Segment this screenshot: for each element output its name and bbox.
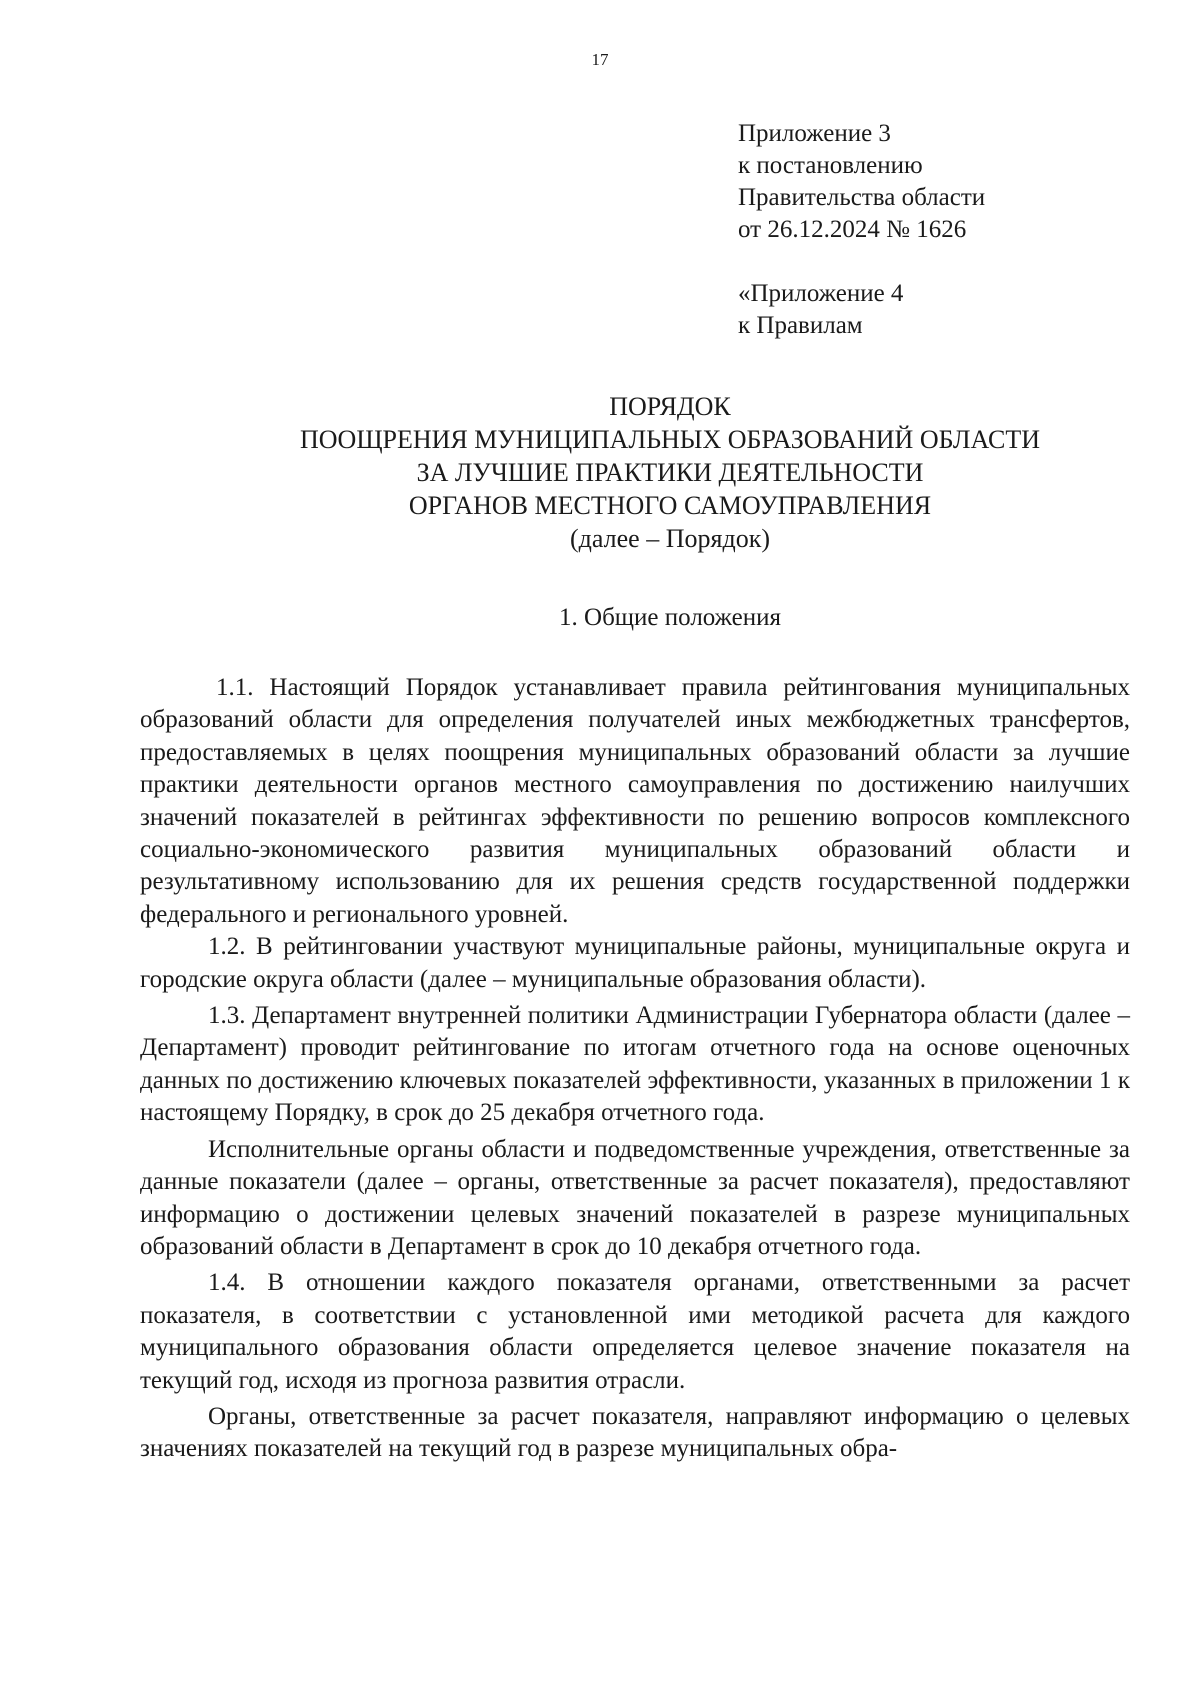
paragraph-1-2: 1.2. В рейтинговании участвуют муниципальные районы, муниципальные округа и городские округа области (далее – муниципальные образования области). xyxy=(140,933,1130,993)
appendix-line: Приложение 3 xyxy=(738,120,891,147)
appendix-line: «Приложение 4 xyxy=(738,280,904,307)
appendix-line: Правительства области xyxy=(738,184,986,211)
section-body xyxy=(140,672,1130,1466)
appendix-4-reference xyxy=(738,278,903,342)
title-line: ПОРЯДОК xyxy=(609,392,731,421)
section-heading: 1. Общие положения xyxy=(559,604,781,631)
appendix-3-reference xyxy=(738,118,985,246)
appendix-line: к постановлению xyxy=(738,152,923,179)
paragraph-1-3: 1.3. Департамент внутренней политики Администрации Губернатора области (далее – Департамент) проводит рейтингование по итогам отчетного года на основе оценочных данных по достижению ключевых показателей эффективности, указанных в приложении 1 к настоящему Порядку, в срок до 25 декабря отчетного года. xyxy=(140,1002,1130,1127)
paragraph-1-3-continued: Исполнительные органы области и подведомственные учреждения, ответственные за данные показатели (далее – органы, ответственные за расчет показателя), предоставляют информацию о достижении целевых значений показателей в разрезе муниципальных образований области в Департамент в срок до 10 декабря отчетного года. xyxy=(140,1135,1130,1260)
title-line: (далее – Порядок) xyxy=(570,524,770,553)
page-number: 17 xyxy=(591,50,609,69)
title-line: ЗА ЛУЧШИЕ ПРАКТИКИ ДЕЯТЕЛЬНОСТИ xyxy=(416,458,924,487)
paragraph-1-4: 1.4. В отношении каждого показателя органами, ответственными за расчет показателя, в соответствии с установленной ими методикой расчета для каждого муниципального образования области определяется целевое значение показателя на текущий год, исходя из прогноза развития отрасли. xyxy=(140,1269,1130,1394)
appendix-line: от 26.12.2024 № 1626 xyxy=(738,216,967,243)
paragraph-1-1: 1.1. Настоящий Порядок устанавливает правила рейтингования муниципальных образований области для определения получателей иных межбюджетных трансфертов, предоставляемых в целях поощрения муниципальных образований области за лучшие практики деятельности органов местного самоуправления по достижению наилучших значений показателей в рейтингах эффективности по решению вопросов комплексного социально-экономического развития муниципальных образований области и результативному использованию для их решения средств государственной поддержки федерального и регионального уровней. xyxy=(140,674,1130,928)
title-line: ПООЩРЕНИЯ МУНИЦИПАЛЬНЫХ ОБРАЗОВАНИЙ ОБЛАСТИ xyxy=(299,425,1041,454)
appendix-line: к Правилам xyxy=(738,312,863,339)
paragraph-1-4-continued: Органы, ответственные за расчет показателя, направляют информацию о целевых значениях показателей на текущий год в разрезе муниципальных обра- xyxy=(140,1402,1130,1463)
title-line: ОРГАНОВ МЕСТНОГО САМОУПРАВЛЕНИЯ xyxy=(408,491,932,520)
document-title xyxy=(160,390,1180,555)
